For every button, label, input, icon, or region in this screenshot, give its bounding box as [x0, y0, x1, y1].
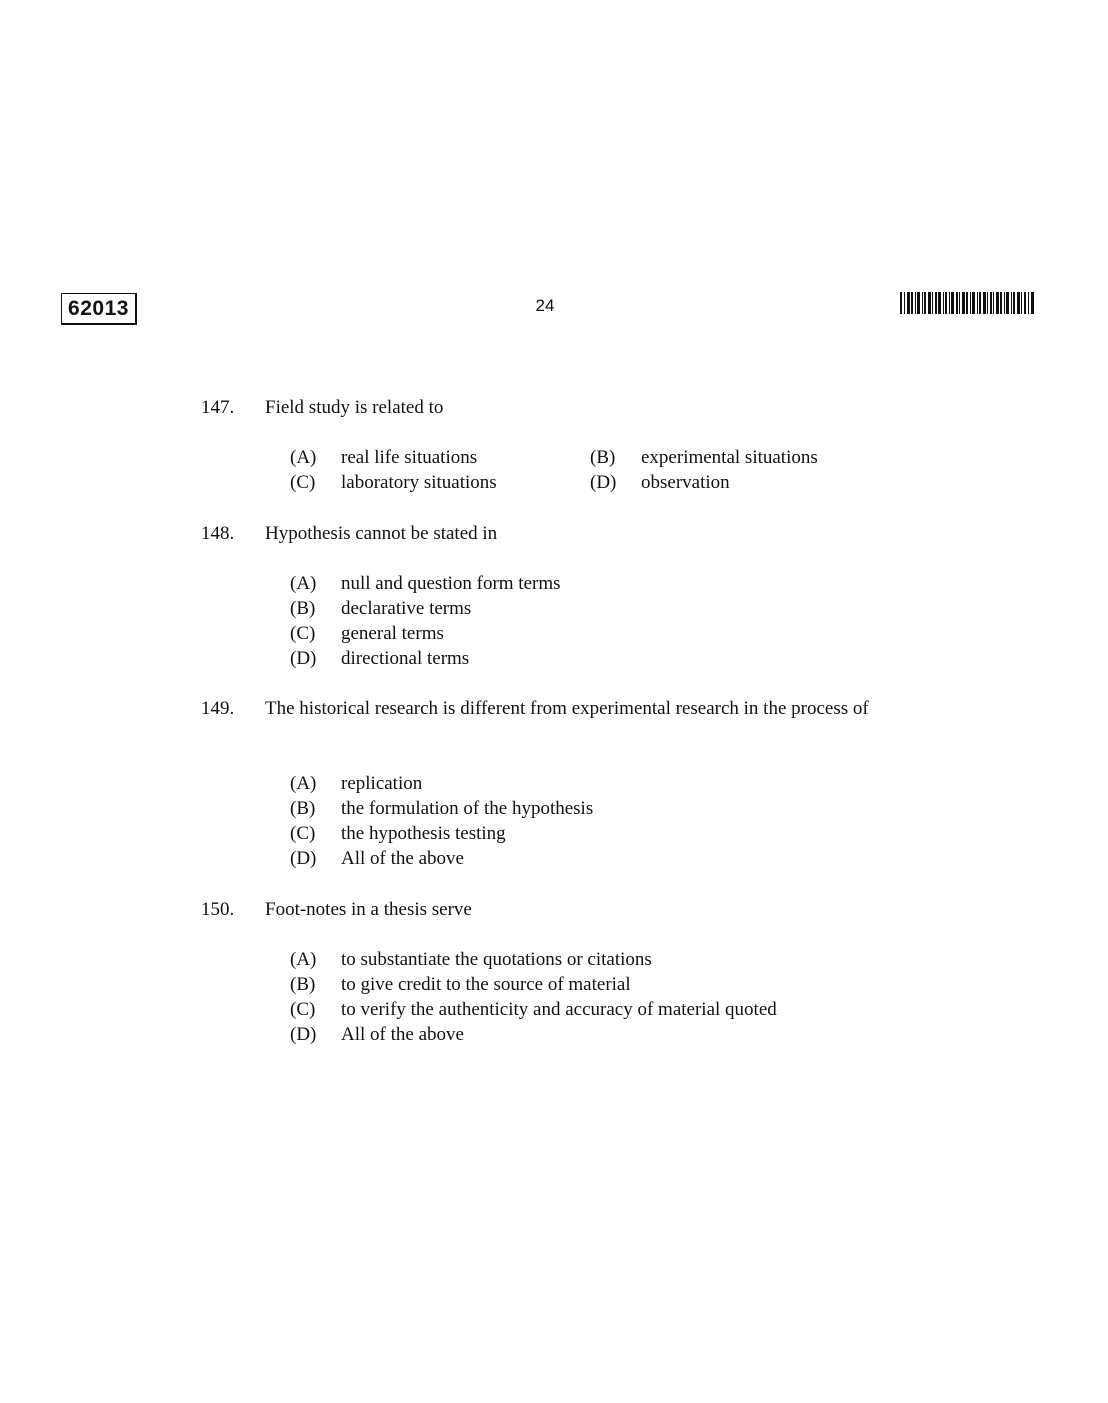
option-label: (C) [290, 823, 316, 844]
question-number: 148. [201, 523, 235, 544]
option-label: (B) [590, 447, 616, 468]
option-a [290, 947, 652, 972]
option-text: All of the above [341, 848, 464, 869]
option-label: (B) [290, 598, 316, 619]
question-number: 150. [201, 899, 235, 920]
option-label: (A) [290, 573, 317, 594]
option-text: to give credit to the source of material [341, 974, 631, 995]
page-number: 24 [535, 296, 555, 315]
option-d [290, 846, 464, 871]
question-text: Field study is related to [265, 397, 444, 418]
question-text: Hypothesis cannot be stated in [265, 523, 498, 544]
question-number: 149. [201, 698, 235, 719]
paper-code: 62013 [61, 293, 137, 325]
question-text: Foot-notes in a thesis serve [265, 899, 472, 920]
question-number: 147. [201, 397, 235, 418]
option-label: (D) [290, 1024, 317, 1045]
option-b [590, 445, 818, 470]
option-label: (A) [290, 773, 317, 794]
barcode-icon [900, 292, 1034, 314]
option-text: the formulation of the hypothesis [341, 798, 594, 819]
option-a [290, 571, 561, 596]
option-label: (C) [290, 999, 316, 1020]
option-text: observation [641, 472, 730, 493]
option-a [290, 445, 477, 470]
option-text: All of the above [341, 1024, 464, 1045]
option-d [290, 646, 469, 671]
question-text: The historical research is different from experimental research in the process of [265, 698, 869, 719]
option-c [290, 470, 497, 495]
option-label: (B) [290, 798, 316, 819]
option-text: to verify the authenticity and accuracy of material quoted [341, 999, 777, 1020]
option-text: general terms [341, 623, 444, 644]
option-c [290, 821, 506, 846]
option-text: real life situations [341, 447, 478, 468]
option-b [290, 972, 631, 997]
option-label: (D) [290, 648, 317, 669]
option-b [290, 796, 593, 821]
option-text: the hypothesis testing [341, 823, 506, 844]
option-text: null and question form terms [341, 573, 561, 594]
option-d [590, 470, 730, 495]
option-text: replication [341, 773, 423, 794]
option-text: directional terms [341, 648, 470, 669]
option-b [290, 596, 471, 621]
option-text: to substantiate the quotations or citations [341, 949, 652, 970]
option-label: (D) [290, 848, 317, 869]
option-label: (C) [290, 623, 316, 644]
option-label: (A) [290, 949, 317, 970]
option-label: (D) [590, 472, 617, 493]
option-a [290, 771, 422, 796]
option-label: (B) [290, 974, 316, 995]
option-label: (A) [290, 447, 317, 468]
option-d [290, 1022, 464, 1047]
option-text: laboratory situations [341, 472, 497, 493]
option-text: experimental situations [641, 447, 818, 468]
option-c [290, 621, 444, 646]
option-c [290, 997, 777, 1022]
option-text: declarative terms [341, 598, 472, 619]
option-label: (C) [290, 472, 316, 493]
